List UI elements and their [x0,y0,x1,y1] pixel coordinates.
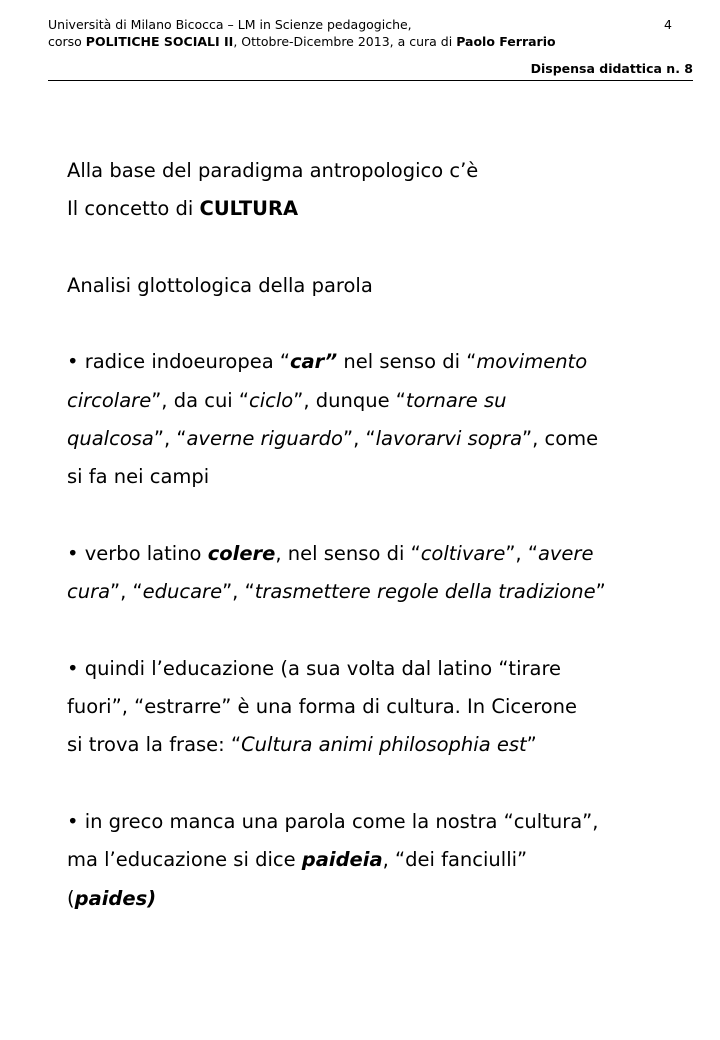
page-number: 4 [664,17,672,32]
bullet-3-line-3 [67,726,667,764]
text-run: avere [537,541,594,565]
header-course-prefix: corso [48,34,86,49]
bullet-4-line-3 [67,880,667,918]
text-run: educare [142,580,223,604]
text-run: • verbo latino [67,541,208,565]
bullet-1-line-2 [67,382,667,420]
text-run: ciclo [249,388,294,412]
greek-term: paideia [301,848,383,872]
header-institution: Università di Milano Bicocca – LM in Scienze pedagogiche, [48,17,412,32]
text-run: trasmettere regole della tradizione [254,580,596,604]
header-course-name: POLITICHE SOCIALI II [85,34,234,49]
dispensa-label: Dispensa didattica n. 8 [530,61,693,76]
text-run: ” [595,580,606,604]
bullet-1-line-4: si fa nei campi [67,465,210,489]
header-course-middle: , Ottobre-Dicembre 2013, a cura di [233,34,457,49]
text-run: car” [289,350,338,374]
bullet-1-line-3 [67,420,667,458]
text-run: , “dei fanciulli” [382,848,528,872]
text-run: ( [67,886,75,910]
bullet-3-line-2: fuori”, “estrarre” è una forma di cultura. In Cicerone [67,695,577,719]
spacer [67,305,667,343]
bullet-3-line-1: • quindi l’educazione (a sua volta dal latino “tirare [67,656,562,680]
text-run: ”, “ [343,427,376,451]
bullet-1-line-1 [67,343,667,381]
text-run: nel senso di “ [337,350,477,374]
concept-prefix: Il concetto di [67,197,200,221]
intro-line: Alla base del paradigma antropologico c’è [67,159,479,182]
text-run: ”, “ [222,580,255,604]
text-run: lavorarvi sopra [375,427,523,451]
concept-keyword: CULTURA [199,197,299,221]
text-run: • radice indoeuropea “ [67,350,290,374]
spacer [67,229,667,267]
greek-term: paides) [74,886,157,910]
text-run: cura [67,580,111,604]
text-run: averne riguardo [186,427,343,451]
text-run: coltivare [420,541,506,565]
bullet-2-line-2 [67,573,667,611]
header-course-line [48,34,556,50]
text-run: ”, da cui “ [151,388,250,412]
bullet-4-line-1: • in greco manca una parola come la nostra “cultura”, [67,810,599,834]
text-run: ”, dunque “ [293,388,406,412]
spacer [67,612,667,650]
bullet-2-line-1 [67,535,667,573]
text-run: ”, “ [505,541,538,565]
text-run: qualcosa [67,427,154,451]
header-author: Paolo Ferrario [456,34,556,49]
text-run: ”, come [522,427,599,451]
text-run: ma l’educazione si dice [67,848,302,872]
header-rule [48,80,693,81]
section-heading: Analisi glottologica della parola [67,273,373,297]
spacer [67,765,667,803]
text-run: si trova la frase: “ [67,733,242,757]
text-run: colere [207,541,276,565]
text-run: ”, “ [153,427,187,451]
spacer [67,497,667,535]
text-run: ”, “ [110,580,143,604]
text-run: circolare [67,388,152,412]
text-run: movimento [476,350,588,374]
concept-line [67,190,667,228]
text-run: , nel senso di “ [275,541,421,565]
text-run: tornare su [405,388,507,412]
page-body [67,152,667,918]
latin-quote: Cultura animi philosophia est [241,733,527,757]
text-run: ” [526,733,537,757]
bullet-4-line-2 [67,841,667,879]
